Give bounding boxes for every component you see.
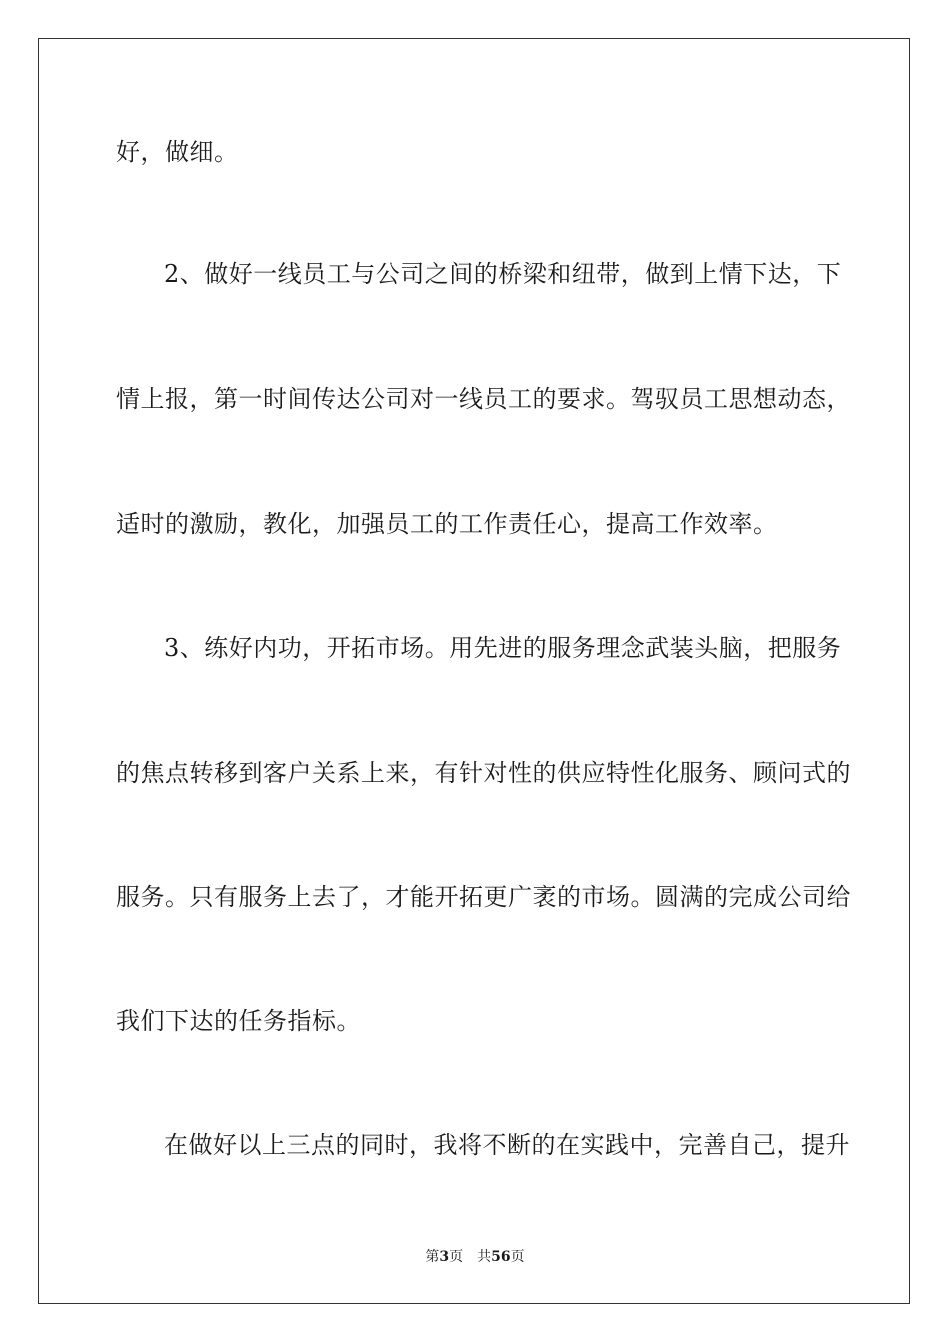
text-line-6: 的焦点转移到客户关系上来，有针对性的供应特性化服务、顾问式的 xyxy=(116,759,851,787)
page-footer xyxy=(0,1248,950,1266)
text-line-8: 我们下达的任务指标。 xyxy=(116,1007,361,1035)
text-line-5: 3、练好内功，开拓市场。用先进的服务理念武装头脑，把服务 xyxy=(164,634,842,662)
text-line-4: 适时的激励，教化，加强员工的工作责任心，提高工作效率。 xyxy=(116,510,778,538)
footer-page-prefix: 第 xyxy=(425,1249,440,1265)
text-line-1: 好，做细。 xyxy=(116,138,239,166)
footer-total-pages: 56 xyxy=(491,1249,511,1265)
text-line-7: 服务。只有服务上去了，才能开拓更广袤的市场。圆满的完成公司给 xyxy=(116,883,851,911)
footer-total-suffix: 页 xyxy=(510,1249,525,1265)
footer-page-number: 3 xyxy=(439,1249,450,1265)
footer-page-suffix: 页 xyxy=(449,1249,464,1265)
text-line-9: 在做好以上三点的同时，我将不断的在实践中，完善自己，提升 xyxy=(164,1131,850,1159)
footer-total-prefix: 共 xyxy=(477,1249,492,1265)
text-line-3: 情上报，第一时间传达公司对一线员工的要求。驾驭员工思想动态， xyxy=(116,385,851,413)
page-border xyxy=(38,38,910,1304)
text-line-2: 2、做好一线员工与公司之间的桥梁和纽带，做到上情下达，下 xyxy=(164,260,842,288)
